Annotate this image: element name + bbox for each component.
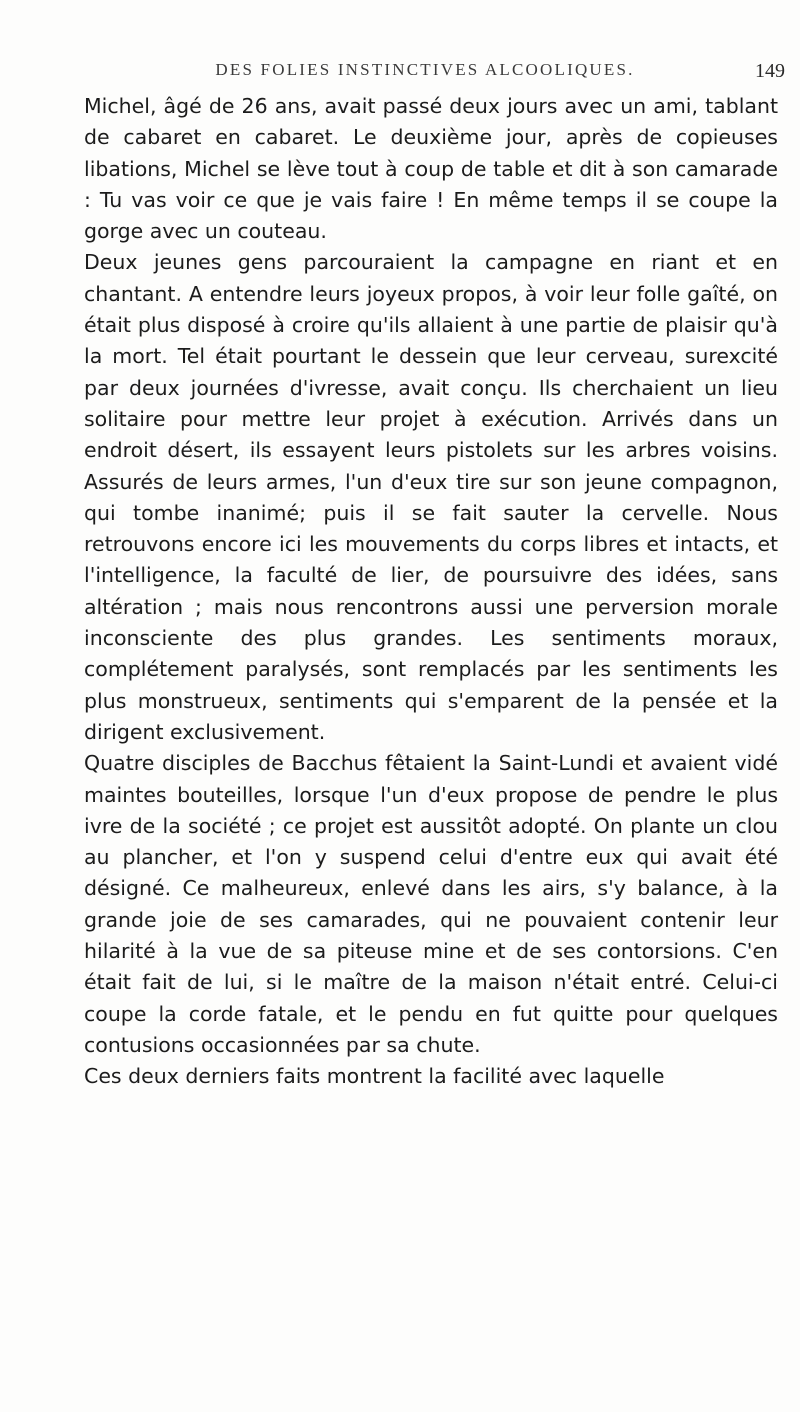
paragraph-quatre-disciples: Quatre disciples de Bacchus fêtaient la Saint-Lundi et avaient vidé maintes bouteilles, lorsque l'un d'eux propose de pendre le plus ivre de la société ; ce projet est aussitôt adopté. On plante un clou au plancher, et l'on y suspend celui d'entre eux qui avait été désigné. Ce malheureux, enlevé dans les airs, s'y balance, à la grande joie de ses camarades, qui ne pouvaient contenir leur hilarité à la vue de sa piteuse mine et de ses contorsions. C'en était fait de lui, si le maître de la maison n'était entré. Celui-ci coupe la corde fatale, et le pendu en fut quitte pour quelques contusions occasionnées par sa chute. xyxy=(84,751,778,1057)
page-number: 149 xyxy=(755,60,785,82)
running-head-title: DES FOLIES INSTINCTIVES ALCOOLIQUES. xyxy=(215,60,635,79)
paragraph-deux-jeunes-gens: Deux jeunes gens parcouraient la campagne en riant et en chantant. A entendre leurs joyeux propos, à voir leur folle gaîté, on était plus disposé à croire qu'ils allaient à une partie de plaisir qu'à la mort. Tel était pourtant le dessein que leur cerveau, surexcité par deux journées d'ivresse, avait conçu. Ils cherchaient un lieu solitaire pour mettre leur projet à exécution. Arrivés dans un endroit désert, ils essayent leurs pistolets sur les arbres voisins. Assurés de leurs armes, l'un d'eux tire sur son jeune compagnon, qui tombe inanimé; puis il se fait sauter la cervelle. Nous retrouvons encore ici les mouvements du corps libres et intacts, et l'intelligence, la faculté de lier, de poursuivre des idées, sans altération ; mais nous rencontrons aussi une perversion morale inconsciente des plus grandes. Les sentiments moraux, complétement paralysés, sont remplacés par les sentiments les plus monstrueux, sentiments qui s'emparent de la pensée et la dirigent exclusivement. xyxy=(84,250,778,744)
paragraph-ces-deux-derniers: Ces deux derniers faits montrent la facilité avec laquelle xyxy=(84,1064,665,1089)
paragraph-michel: Michel, âgé de 26 ans, avait passé deux jours avec un ami, tablant de cabaret en cabaret. Le deuxième jour, après de copieuses libations, Michel se lève tout à coup de table et dit à son camarade : Tu vas voir ce que je vais faire ! En même temps il se coupe la gorge avec un couteau. xyxy=(84,94,778,244)
running-head xyxy=(85,60,785,88)
body-text xyxy=(84,91,778,1093)
